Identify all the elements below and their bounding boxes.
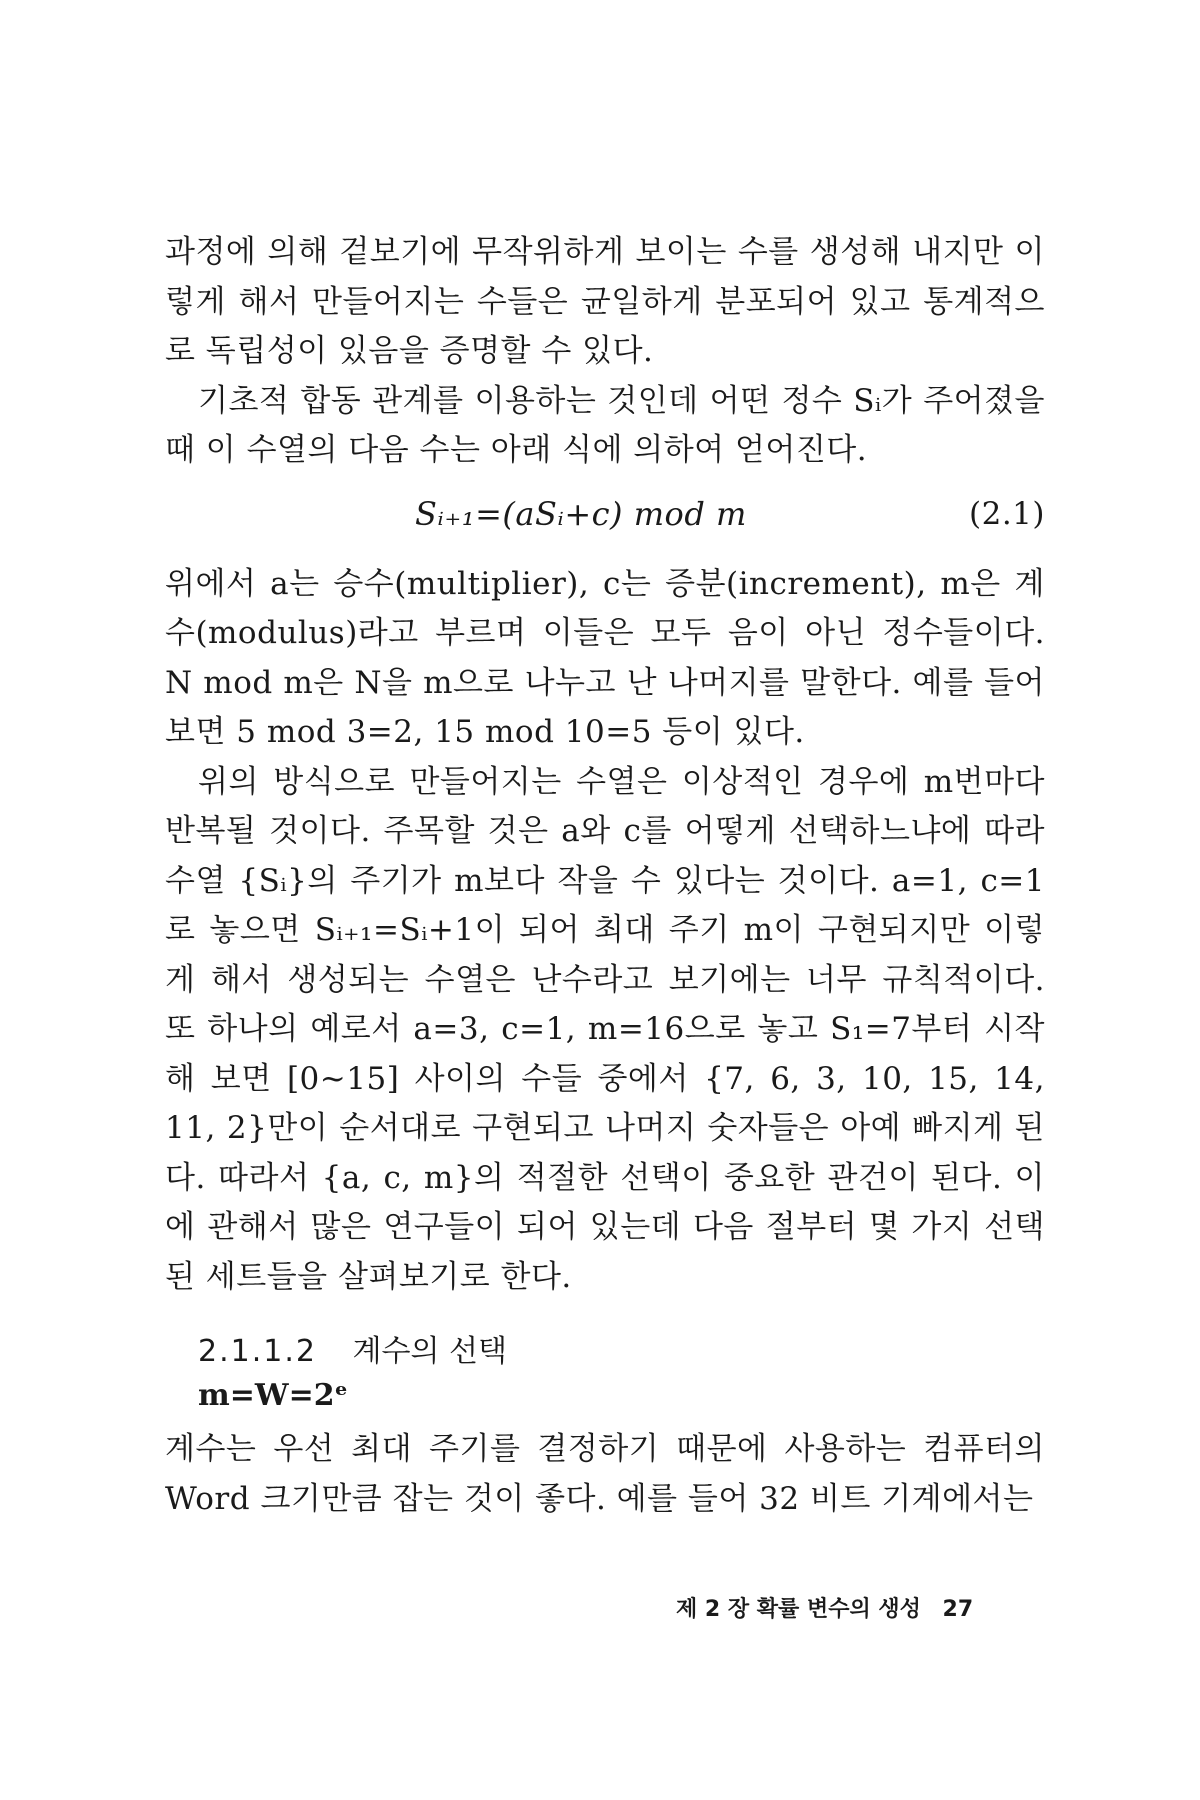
- section-paragraph: 계수는 우선 최대 주기를 결정하기 때문에 사용하는 컴퓨터의 Word 크기만큼 잡는 것이 좋다. 예를 들어 32 비트 기계에서는: [165, 1431, 1045, 1517]
- equation-number: (2.1): [969, 495, 1045, 532]
- footer-chapter: 제 2 장 확률 변수의 생성: [676, 1597, 921, 1622]
- page-footer: [676, 1592, 973, 1623]
- paragraph-4: 위의 방식으로 만들어지는 수열은 이상적인 경우에 m번마다 반복될 것이다. 주목할 것은 a와 c를 어떻게 선택하느냐에 따라 수열 {Sᵢ}의 주기가 m보다 작을 수 있다는 것이다. a=1, c=1로 놓으면 Sᵢ₊₁=Sᵢ+1이 되어 최대 주기 m이 구현되지만 이렇게 해서 생성되는 수열은 난수라고 보기에는 너무 규칙적이다. 또 하나의 예로서 a=3, c=1, m=16으로 놓고 S₁=7부터 시작해 보면 [0~15] 사이의 수들 중에서 {7, 6, 3, 10, 15, 14, 11, 2}만이 순서대로 구현되고 나머지 숫자들은 아예 빠지게 된다. 따라서 {a, c, m}의 적절한 선택이 중요한 관건이 된다. 이에 관해서 많은 연구들이 되어 있는데 다음 절부터 몇 가지 선택된 세트들을 살펴보기로 한다.: [165, 763, 1045, 1295]
- section-number: 2.1.1.2: [198, 1334, 317, 1369]
- section-heading: [198, 1326, 507, 1370]
- section-title: 계수의 선택: [352, 1334, 507, 1369]
- page-number: 27: [942, 1597, 974, 1622]
- paragraph-3: 위에서 a는 승수(multiplier), c는 증분(increment), m은 계수(modulus)라고 부르며 이들은 모두 음이 아닌 정수들이다. N mod m은 N을 m으로 나누고 난 나머지를 말한다. 예를 들어 보면 5 mod 3=2, 15 mod 10=5 등이 있다.: [165, 565, 1045, 750]
- body-text: [165, 228, 1045, 1302]
- modulus-formula: m=W=2ᵉ: [198, 1378, 348, 1413]
- equation-body: Sᵢ₊₁=(aSᵢ+c) mod m: [415, 494, 747, 533]
- equation-2-1: [165, 490, 1045, 542]
- paragraph-2: 기초적 합동 관계를 이용하는 것인데 어떤 정수 Sᵢ가 주어졌을 때 이 수열의 다음 수는 아래 식에 의하여 얻어진다.: [165, 382, 1045, 468]
- paragraph-1: 과정에 의해 겉보기에 무작위하게 보이는 수를 생성해 내지만 이렇게 해서 만들어지는 수들은 균일하게 분포되어 있고 통계적으로 독립성이 있음을 증명할 수 있다.: [165, 234, 1045, 369]
